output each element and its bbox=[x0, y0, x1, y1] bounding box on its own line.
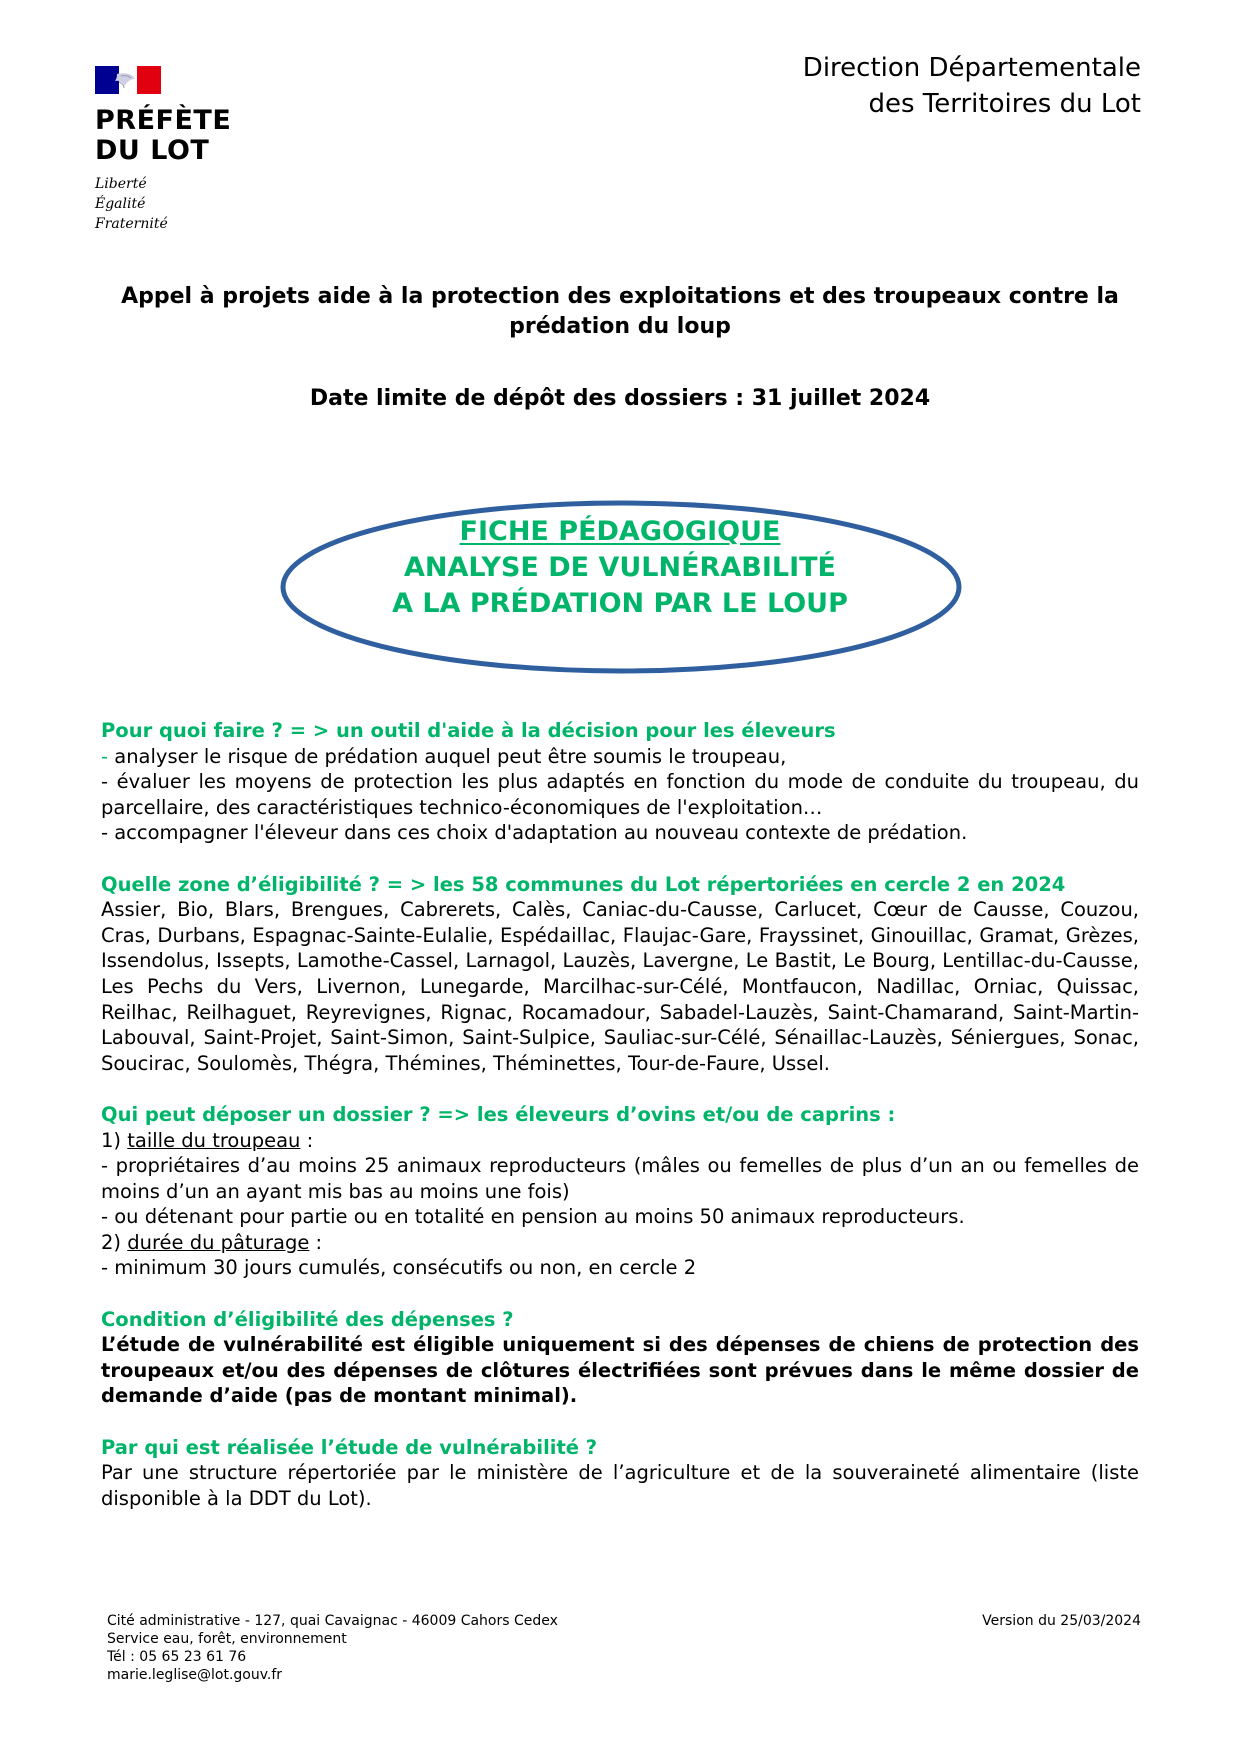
direction-line-1: Direction Départementale bbox=[802, 53, 1141, 83]
prefecture-line-2: DU LOT bbox=[95, 135, 210, 166]
criterion-number: 2) bbox=[101, 1230, 128, 1254]
footer-phone: Tél : 05 65 23 61 76 bbox=[107, 1649, 247, 1665]
section-pourquoi bbox=[101, 718, 1139, 846]
criterion-2 bbox=[101, 1230, 1139, 1256]
list-item: - évaluer les moyens de protection les plus adaptés en fonction du mode de conduite du troupeau, du parcellaire, des caractéristiques technico-économiques de l'exploitation… bbox=[101, 770, 1139, 819]
condition-text: L’étude de vulnérabilité est éligible uniquement si des dépenses de chiens de protection des troupeaux et/ou des dépenses de clôtures électrifiées sont prévues dans le même dossier de demande d’aide (pas de montant minimal). bbox=[101, 1333, 1139, 1408]
document-title bbox=[120, 282, 1120, 342]
prefecture-logo bbox=[95, 66, 231, 234]
direction-line-2: des Territoires du Lot bbox=[868, 89, 1141, 119]
footer-contact bbox=[107, 1612, 558, 1684]
devise-liberte: Liberté bbox=[95, 176, 147, 192]
marianne-flag-icon bbox=[95, 66, 161, 94]
communes-list: Assier, Bio, Blars, Brengues, Cabrerets, Calès, Caniac-du-Causse, Carlucet, Cœur de Causse, Couzou, Cras, Durbans, Espagnac-Sainte-Eulalie, Espédaillac, Flaujac-Gare, Frayssinet, Ginouillac, Gramat, Grèzes, Issendolus, Issepts, Lamothe-Cassel, Larnagol, Lauzès, Lavergne, Le Bastit, Le Bourg, Lentillac-du-Causse, Les Pechs du Vers, Livernon, Lunegarde, Marcilhac-sur-Célé, Montfaucon, Nadillac, Orniac, Quissac, Reilhac, Reilhaguet, Reyrevignes, Rignac, Rocamadour, Sabadel-Lauzès, Saint-Chamarand, Saint-Martin-Labouval, Saint-Projet, Saint-Simon, Saint-Sulpice, Sauliac-sur-Célé, Sénaillac-Lauzès, Séniergues, Sonac, Soucirac, Soulomès, Thégra, Thémines, Théminettes, Tour-de-Faure, Ussel. bbox=[101, 898, 1139, 1075]
version-date: Version du 25/03/2024 bbox=[982, 1613, 1141, 1629]
criterion-suffix: : bbox=[309, 1230, 323, 1254]
document-body bbox=[101, 718, 1139, 1537]
section-zone bbox=[101, 872, 1139, 1077]
fiche-title bbox=[320, 514, 920, 622]
section-condition bbox=[101, 1307, 1139, 1409]
section-heading: Pour quoi faire ? = > un outil d'aide à la décision pour les éleveurs bbox=[101, 719, 836, 742]
fiche-title-line-1: FICHE PÉDAGOGIQUE bbox=[459, 516, 781, 547]
list-item: - propriétaires d’au moins 25 animaux reproducteurs (mâles ou femelles de plus d’un an ou femelles de moins d’un an ayant mis bas au moins une fois) bbox=[101, 1154, 1139, 1203]
fiche-title-line-2: ANALYSE DE VULNÉRABILITÉ bbox=[404, 552, 836, 583]
devise-fraternite: Fraternité bbox=[95, 216, 168, 232]
list-item bbox=[101, 744, 1139, 770]
section-heading: Par qui est réalisée l’étude de vulnérabilité ? bbox=[101, 1435, 598, 1459]
title-line-2: prédation du loup bbox=[509, 314, 731, 339]
list-item: - accompagner l'éleveur dans ces choix d'adaptation au nouveau contexte de prédation. bbox=[101, 821, 968, 845]
list-item-text: analyser le risque de prédation auquel peut être soumis le troupeau, bbox=[108, 744, 787, 768]
prefecture-name bbox=[95, 106, 231, 166]
devise-egalite: Égalité bbox=[95, 196, 146, 212]
deadline: Date limite de dépôt des dossiers : 31 juillet 2024 bbox=[309, 386, 931, 411]
dash-bullet: - bbox=[101, 744, 109, 768]
prefecture-line-1: PRÉFÈTE bbox=[95, 105, 232, 136]
criterion-label: taille du troupeau bbox=[127, 1128, 301, 1152]
direction-header bbox=[803, 50, 1141, 122]
footer-email[interactable]: marie.leglise@lot.gouv.fr bbox=[107, 1667, 283, 1683]
section-heading: Qui peut déposer un dossier ? => les éleveurs d’ovins et/ou de caprins : bbox=[101, 1102, 896, 1126]
section-qui bbox=[101, 1102, 1139, 1281]
criterion-suffix: : bbox=[300, 1128, 314, 1152]
footer-address: Cité administrative - 127, quai Cavaignac - 46009 Cahors Cedex bbox=[107, 1613, 558, 1629]
list-item: - ou détenant pour partie ou en totalité en pension au moins 50 animaux reproducteurs. bbox=[101, 1205, 965, 1229]
section-realisation bbox=[101, 1435, 1139, 1512]
footer-service: Service eau, forêt, environnement bbox=[107, 1631, 347, 1647]
criterion-number: 1) bbox=[101, 1128, 128, 1152]
list-item: - minimum 30 jours cumulés, consécutifs ou non, en cercle 2 bbox=[101, 1256, 697, 1280]
section-heading: Condition d’éligibilité des dépenses ? bbox=[101, 1307, 514, 1331]
title-line-1: Appel à projets aide à la protection des exploitations et des troupeaux contre la bbox=[121, 284, 1119, 309]
devise bbox=[95, 174, 231, 234]
criterion-1 bbox=[101, 1128, 1139, 1154]
fiche-title-line-3: A LA PRÉDATION PAR LE LOUP bbox=[392, 588, 848, 619]
criterion-label: durée du pâturage bbox=[127, 1230, 310, 1254]
realisation-text: Par une structure répertoriée par le ministère de l’agriculture et de la souveraineté alimentaire (liste disponible à la DDT du Lot). bbox=[101, 1461, 1139, 1510]
section-heading: Quelle zone d’éligibilité ? = > les 58 communes du Lot répertoriées en cercle 2 en 2024 bbox=[101, 872, 1066, 896]
